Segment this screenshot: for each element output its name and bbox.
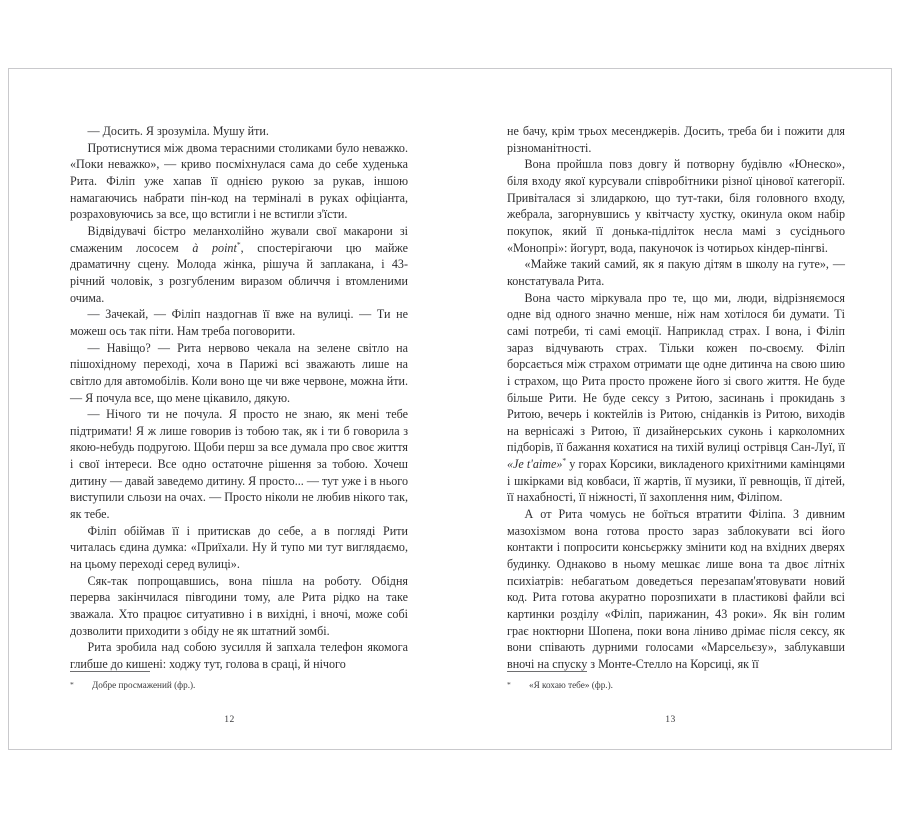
footnote-separator-rule <box>507 671 587 672</box>
paragraph-with-footnote: Відвідувачі бістро меланхолійно жували свої макарони зі смаженим лососем à point*, спостерігаючи цю майже драматичну сцену. Молода жінка, рішуча й заплакана, і 43-річний чоловік, з розгубленим виразом обличчя і втомленими очима. <box>70 223 408 305</box>
footnote-marker: * <box>70 680 74 689</box>
page-left-textblock <box>70 123 408 673</box>
footnote-text: «Я кохаю тебе» (фр.). <box>529 680 613 690</box>
paragraph-continued: не бачу, крім трьох месенджерів. Досить, треба би і пожити для різноманітності. <box>507 124 845 155</box>
footnote-separator-rule <box>70 671 150 672</box>
paragraph: Філіп обіймав її і притискав до себе, а в погляді Рити читалась єдина думка: «Приїхали. Ну й тупо ми тут виглядаємо, на цьому переході серед вулиці». <box>70 523 408 572</box>
footnote-right <box>507 679 845 691</box>
paragraph: — Нічого ти не почула. Я просто не знаю, як мені тебе підтримати! Я ж лише говорив із тобою так, як і ти б говорила з якою-небудь подругою. Щоби перш за все думала про своє життя і свої інтереси. Все одно остаточне рішення за тобою. Хочеш дитину — давай заведемо дитину. Я просто... — тут уже і в нього виступили сльози на очах. — Просто ніколи не любив нікого так, як тебе. <box>70 407 408 522</box>
footnote-left <box>70 679 408 691</box>
paragraph: Вона пройшла повз довгу й потворну будівлю «Юнеско», біля входу якої курсували співробітники різної цінової категорії. Привіталася зі злидаркою, що тут-таки, біля головного входу, жебрала, загорнувшись у квітчасту хустку, окинула оком набір покупок, який її донька-підліток несла мамі з сусіднього «Монопрі»: йогурт, вода, пакуночок із чотирьох кіндер-пінгві. <box>507 157 845 255</box>
paragraph: А от Рита чомусь не боїться втратити Філіпа. З дивним мазохізмом вона готова просто зараз заблокувати всі його контакти і попросити консьєржку змінити код на вхідних дверях будинку. Однаково в ньому мешкає лише вона та двоє літніх психіатрів: небагатьом доведеться перезапам'ятовувати новий код. Рита готова акуратно порозпихати в пластикові файли всі картинки розділу «Філіп, парижанин, 43 роки». Як він голим грає ноктюрни Шопена, поки вона лінивo дрімає після сексу, як вони співають дурними голосами «Марсельєзу», заблукавши вночі на спуску з Монте-Стелло на Корсиці, як її <box>507 507 845 671</box>
footnote-marker-ref[interactable]: * <box>236 239 241 249</box>
footnote-area-left <box>70 671 408 691</box>
paragraph: Протиснутися між двома терасними столиками було неважко. «Поки неважко», — криво посміхнулася сама до себе худенька Рита. Філіп уже хапав її однією рукою за рукав, іншою намагаючись набрати пін-код на терміналі в руках офіціанта, розраховуючись за все, що встигли і не встигли з'їсти. <box>70 140 408 222</box>
footnote-marker: * <box>507 680 511 689</box>
page-number-right: 13 <box>665 714 676 725</box>
italic-phrase-je-taime: «Je t'aime» <box>507 457 563 472</box>
page-number-left: 12 <box>224 714 235 725</box>
paragraph: — Навіщо? — Рита нервово чекала на зелене світло на пішохідному переході, хоча в Парижі всі зважають лише на світло для автомобілів. Коли воно ще чи вже червоне, можна йти. — Я почула все, що мене цікавило, дякую. <box>70 340 408 405</box>
paragraph: — Досить. Я зрозуміла. Мушу йти. <box>87 124 269 138</box>
paragraph: «Майже такий самий, як я пакую дітям в школу на гуте», — констатувала Рита. <box>507 257 845 288</box>
italic-phrase-a-point: à point <box>192 240 237 255</box>
page-right-textblock <box>507 123 845 673</box>
paragraph-with-footnote: Вона часто міркувала про те, що ми, люди, відрізняємося одне від одного значно менше, ніж нам хотілося би думати. Ті самі потреби, ті самі емоції. Наприклад страх. І вона, і Філіп зараз відчувають страх. Тільки кожен по-своєму. Філіп борсається між страхом отримати ще одне дитинча на свою шию і страхом, що Рита просто прожене його зі свого життя. Не буде більше Рити. Не буде сексу з Ритою, засинань і прокидань з Ритою, вечерь і коктейлів із Ритою, сніданків із Ритою, виходів на вернісажі з Ритою, її дизайнерських суконь і карколомних підборів, її бажання кохатися на тихій вулиці острівця Сан-Луї, її «Je t'aime»* у горах Корсики, викладеного крихітними камінцями і шкірками від ковбаси, її жартів, її музики, її ревнощів, її дітей, її нахабності, її ніжності, її захоплення ним, Філіпом. <box>507 290 845 505</box>
footnote-marker-ref[interactable]: * <box>562 456 567 466</box>
footnote-area-right <box>507 671 845 691</box>
footnote-text: Добре просмажений (фр.). <box>92 680 196 690</box>
paragraph: Сяк-так попрощавшись, вона пішла на роботу. Обідня перерва закінчилася півгодини тому, але Рита рідко на таке зважала. Хто працює ситуативно і в вихідні, і вночі, може собі дозволити приходити з обіду не як штатний зомбі. <box>70 573 408 638</box>
paragraph: Рита зробила над собою зусилля й запхала телефон якомога глибше до кишені: ходжу тут, голова в сраці, й нічого <box>70 640 408 671</box>
book-spread <box>8 68 892 750</box>
page-left <box>9 69 450 749</box>
paragraph: — Зачекай, — Філіп наздогнав її вже на вулиці. — Ти не можеш ось так піти. Нам треба поговорити. <box>70 307 408 338</box>
page-right <box>450 69 891 749</box>
